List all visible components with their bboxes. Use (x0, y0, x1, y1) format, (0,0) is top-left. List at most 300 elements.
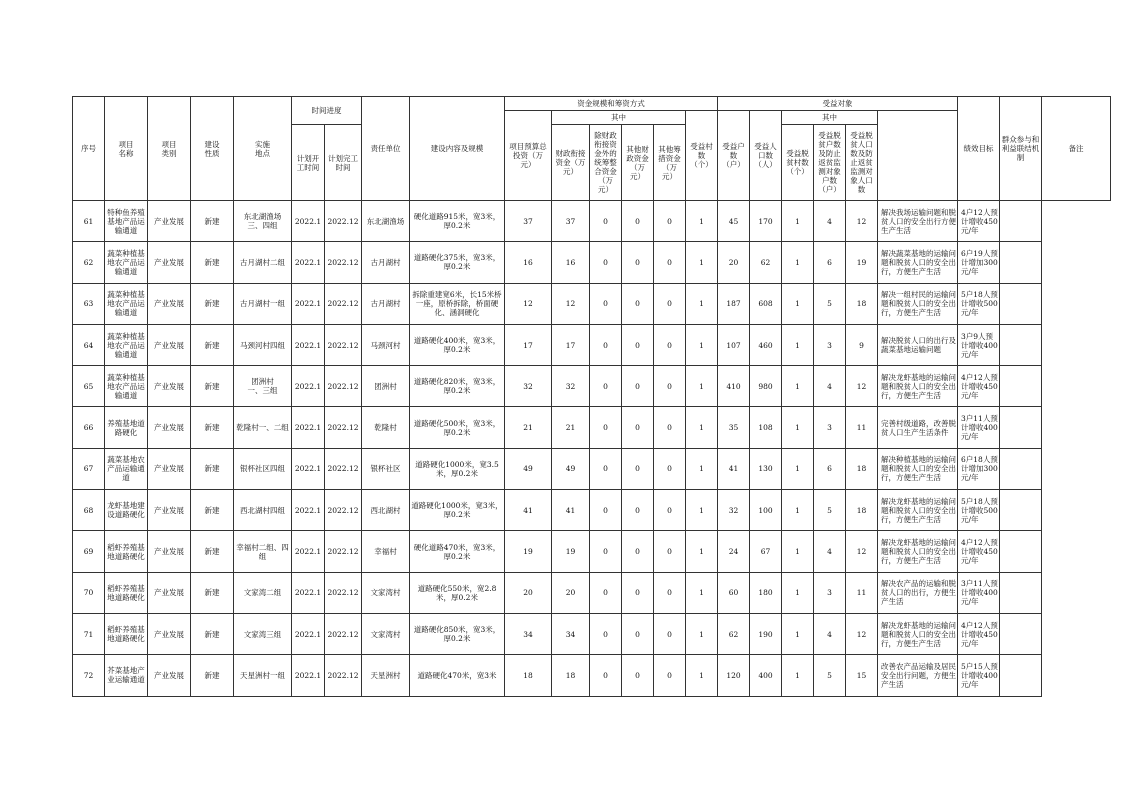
cell-poor-population (846, 655, 878, 696)
cell-text: 62 (760, 257, 771, 267)
cell-unit (362, 242, 410, 283)
cell-text: 解决蔬菜基地的运输问题和脱贫人口的安全出行，方便生产生活 (881, 248, 956, 276)
header-villages: 受益村 数 （个） (686, 111, 718, 201)
cell-text: 解决我场运输问题和脱贫人口的安全出行方便生产生活 (881, 207, 956, 235)
table-row (73, 366, 1111, 407)
cell-other-raised (654, 531, 686, 572)
cell-text: 3户11人预计增收400元/年 (961, 579, 998, 607)
cell-text: 460 (758, 340, 773, 350)
cell-text: 新建 (204, 505, 220, 515)
cell-text: 18 (856, 464, 867, 474)
cell-text: 9 (859, 340, 864, 350)
cell-remark (1000, 324, 1042, 365)
cell-category (148, 572, 191, 613)
cell-text: 0 (603, 216, 608, 226)
cell-start (292, 613, 325, 654)
cell-location (234, 366, 292, 407)
cell-other-raised (654, 242, 686, 283)
cell-text: 天星洲村 (370, 670, 401, 680)
cell-text: 产业发展 (154, 299, 184, 309)
cell-text: 18 (856, 299, 867, 309)
cell-text: 东北湖渔场 (366, 216, 405, 226)
cell-text: 62 (728, 629, 739, 639)
cell-unit (362, 655, 410, 696)
table-header (73, 97, 1111, 201)
cell-text: 2022.1 (294, 629, 322, 639)
cell-text: 0 (603, 670, 608, 680)
cell-text: 130 (758, 464, 773, 474)
cell-nature (191, 283, 234, 324)
cell-text: 34 (565, 629, 576, 639)
cell-text: 0 (635, 629, 640, 639)
cell-text: 产业发展 (154, 629, 184, 639)
table-body (73, 201, 1111, 697)
cell-unit (362, 572, 410, 613)
cell-text: 1 (699, 505, 704, 515)
cell-seq (73, 366, 105, 407)
cell-location (234, 655, 292, 696)
cell-households (718, 655, 750, 696)
cell-households (718, 201, 750, 242)
cell-fin (552, 201, 590, 242)
cell-text: 新建 (204, 257, 220, 267)
cell-text: 67 (760, 547, 771, 557)
cell-other-raised (654, 324, 686, 365)
cell-other-fin (622, 242, 654, 283)
header-end: 计划完工 时间 (325, 125, 362, 201)
cell-unit (362, 366, 410, 407)
cell-poor-villages (782, 572, 814, 613)
cell-poor-population (846, 572, 878, 613)
cell-poor-population (846, 448, 878, 489)
cell-text: 产业发展 (154, 257, 184, 267)
cell-name (105, 613, 148, 654)
cell-poor-households (814, 572, 846, 613)
cell-text: 文家湾村 (370, 588, 401, 598)
cell-text: 3户9人预计增收400元/年 (961, 331, 998, 359)
cell-poor-population (846, 613, 878, 654)
cell-text: 68 (83, 505, 94, 515)
cell-text: 100 (758, 505, 773, 515)
cell-text: 2022.1 (294, 505, 322, 515)
cell-fin (552, 655, 590, 696)
cell-text: 20 (523, 588, 533, 598)
table-row (73, 490, 1111, 531)
cell-remark (1000, 283, 1042, 324)
cell-other-fin (622, 366, 654, 407)
cell-mechanism (958, 490, 1000, 531)
cell-total (505, 490, 552, 531)
cell-text: 187 (726, 299, 741, 309)
cell-end (325, 324, 362, 365)
cell-text: 0 (667, 340, 672, 350)
cell-text: 0 (635, 257, 640, 267)
cell-content (410, 613, 505, 654)
cell-other-raised (654, 655, 686, 696)
cell-text: 0 (635, 216, 640, 226)
cell-goal (878, 655, 958, 696)
cell-text: 0 (635, 547, 640, 557)
cell-text: 0 (603, 547, 608, 557)
cell-poor-population (846, 242, 878, 283)
cell-poor-villages (782, 531, 814, 572)
cell-end (325, 490, 362, 531)
cell-location (234, 324, 292, 365)
cell-text: 21 (523, 423, 533, 433)
cell-category (148, 448, 191, 489)
cell-seq (73, 490, 105, 531)
cell-text: 4户12人预计增收450元/年 (961, 620, 998, 648)
cell-text: 1 (699, 340, 704, 350)
cell-fin (552, 613, 590, 654)
cell-fin (552, 490, 590, 531)
cell-text: 道路硬化1000米，宽3.5米，厚0.2米 (415, 459, 499, 478)
cell-unit (362, 448, 410, 489)
cell-text: 34 (523, 629, 533, 639)
cell-location (234, 448, 292, 489)
cell-text: 银杯社区四组 (240, 464, 285, 474)
cell-text: 4 (827, 216, 832, 226)
cell-text: 41 (523, 505, 533, 515)
cell-text: 芥菜基地产业运输通道 (107, 666, 145, 685)
cell-end (325, 366, 362, 407)
cell-poor-population (846, 366, 878, 407)
cell-text: 0 (667, 381, 672, 391)
header-mechanism: 群众参与和 利益联结机 制 (1000, 97, 1042, 201)
cell-population (750, 407, 782, 448)
cell-other-raised (654, 613, 686, 654)
cell-nature (191, 490, 234, 531)
table-row (73, 448, 1111, 489)
cell-text: 4户12人预计增收450元/年 (961, 207, 998, 235)
cell-text: 1 (795, 381, 800, 391)
cell-other-int (590, 572, 622, 613)
cell-text: 道路硬化850米，宽3米，厚0.2米 (413, 625, 501, 644)
cell-category (148, 531, 191, 572)
cell-text: 马颈河村 (370, 340, 401, 350)
cell-location (234, 490, 292, 531)
cell-name (105, 201, 148, 242)
cell-text: 1 (699, 423, 704, 433)
project-table (72, 96, 1111, 697)
cell-text: 0 (603, 423, 608, 433)
cell-end (325, 572, 362, 613)
cell-text: 2022.12 (327, 216, 359, 226)
header-remark: 备注 (1042, 97, 1111, 201)
cell-total (505, 448, 552, 489)
cell-text: 0 (635, 423, 640, 433)
cell-start (292, 366, 325, 407)
cell-text: 0 (635, 464, 640, 474)
cell-poor-households (814, 242, 846, 283)
cell-location (234, 283, 292, 324)
cell-goal (878, 613, 958, 654)
cell-text: 107 (726, 340, 741, 350)
table-row (73, 531, 1111, 572)
cell-text: 解决龙虾基地的运输问题和脱贫人口的安全出行，方便生产生活 (881, 538, 956, 566)
cell-poor-population (846, 283, 878, 324)
cell-other-raised (654, 490, 686, 531)
cell-text: 蔬菜基地农产品运输通道 (107, 455, 145, 483)
cell-text: 72 (83, 670, 94, 680)
cell-other-int (590, 490, 622, 531)
cell-text: 1 (795, 505, 800, 515)
cell-text: 1 (699, 464, 704, 474)
cell-text: 硬化道路915米，宽3米，厚0.2米 (413, 212, 501, 231)
cell-text: 解决种植基地的运输问题和脱贫人口的安全出行，方便生产生活 (881, 455, 956, 483)
cell-text: 2022.12 (327, 670, 359, 680)
cell-category (148, 201, 191, 242)
cell-villages (686, 366, 718, 407)
cell-text: 0 (667, 464, 672, 474)
cell-text: 19 (565, 547, 576, 557)
cell-goal (878, 448, 958, 489)
cell-text: 道路硬化820米，宽3米，厚0.2米 (413, 377, 501, 396)
cell-text: 19 (856, 257, 867, 267)
cell-location (234, 531, 292, 572)
cell-poor-villages (782, 448, 814, 489)
cell-start (292, 531, 325, 572)
cell-poor-villages (782, 324, 814, 365)
cell-text: 6户18人预计增加300元/年 (961, 455, 998, 483)
cell-villages (686, 572, 718, 613)
cell-text: 产业发展 (154, 670, 184, 680)
cell-text: 1 (699, 257, 704, 267)
cell-villages (686, 531, 718, 572)
cell-remark (1000, 572, 1042, 613)
cell-total (505, 324, 552, 365)
cell-nature (191, 407, 234, 448)
cell-end (325, 531, 362, 572)
cell-other-fin (622, 407, 654, 448)
cell-remark (1000, 242, 1042, 283)
cell-text: 0 (635, 588, 640, 598)
header-content: 建设内容及规模 (410, 97, 505, 201)
cell-text: 12 (565, 299, 576, 309)
cell-text: 0 (603, 299, 608, 309)
cell-text: 新建 (204, 547, 220, 557)
cell-text: 新建 (204, 588, 220, 598)
cell-text: 62 (83, 257, 94, 267)
cell-name (105, 572, 148, 613)
header-of-which-2: 其中 (782, 111, 878, 125)
cell-population (750, 324, 782, 365)
cell-seq (73, 572, 105, 613)
cell-text: 2022.12 (327, 547, 359, 557)
cell-other-raised (654, 448, 686, 489)
cell-text: 45 (728, 216, 739, 226)
cell-text: 0 (667, 257, 672, 267)
cell-seq (73, 242, 105, 283)
cell-poor-population (846, 324, 878, 365)
cell-text: 12 (856, 629, 867, 639)
cell-text: 0 (603, 257, 608, 267)
cell-text: 400 (758, 670, 773, 680)
cell-fin (552, 531, 590, 572)
cell-start (292, 655, 325, 696)
header-households: 受益户 数 （户） (718, 111, 750, 201)
cell-other-fin (622, 531, 654, 572)
cell-text: 龙虾基地建设道路硬化 (107, 501, 145, 520)
cell-villages (686, 201, 718, 242)
cell-poor-villages (782, 613, 814, 654)
cell-seq (73, 613, 105, 654)
cell-fin (552, 242, 590, 283)
cell-text: 硬化道路470米，宽3米，厚0.2米 (413, 542, 501, 561)
cell-text: 0 (603, 505, 608, 515)
cell-text: 12 (856, 381, 867, 391)
cell-households (718, 531, 750, 572)
cell-text: 32 (728, 505, 739, 515)
cell-other-fin (622, 613, 654, 654)
cell-text: 产业发展 (154, 547, 184, 557)
cell-text: 2022.1 (294, 464, 322, 474)
cell-other-fin (622, 283, 654, 324)
cell-text: 12 (523, 299, 533, 309)
cell-remark (1000, 448, 1042, 489)
cell-text: 5户18人预计增收500元/年 (961, 496, 998, 524)
header-other-raised: 其他筹 措资金 （万 元） (654, 125, 686, 201)
cell-other-int (590, 613, 622, 654)
cell-mechanism (958, 531, 1000, 572)
cell-text: 15 (856, 670, 867, 680)
cell-unit (362, 283, 410, 324)
cell-end (325, 283, 362, 324)
cell-end (325, 613, 362, 654)
cell-text: 4户12人预计增收450元/年 (961, 538, 998, 566)
cell-poor-households (814, 324, 846, 365)
cell-total (505, 407, 552, 448)
cell-poor-households (814, 448, 846, 489)
cell-poor-villages (782, 366, 814, 407)
cell-nature (191, 448, 234, 489)
cell-end (325, 407, 362, 448)
cell-villages (686, 448, 718, 489)
cell-name (105, 366, 148, 407)
header-fin-fund: 财政衔接 资金（万 元） (552, 125, 590, 201)
cell-mechanism (958, 448, 1000, 489)
cell-goal (878, 283, 958, 324)
cell-households (718, 448, 750, 489)
cell-text: 0 (603, 588, 608, 598)
cell-text: 6户19人预计增加300元/年 (961, 248, 998, 276)
cell-text: 古月湖村 (370, 257, 401, 267)
cell-text: 17 (565, 340, 576, 350)
cell-villages (686, 283, 718, 324)
cell-text: 1 (795, 547, 800, 557)
cell-nature (191, 531, 234, 572)
cell-category (148, 655, 191, 696)
cell-end (325, 448, 362, 489)
cell-remark (1000, 613, 1042, 654)
cell-population (750, 531, 782, 572)
table-row (73, 324, 1111, 365)
cell-name (105, 531, 148, 572)
cell-category (148, 242, 191, 283)
cell-text: 新建 (204, 299, 220, 309)
cell-text: 170 (758, 216, 773, 226)
cell-start (292, 242, 325, 283)
cell-text: 1 (699, 588, 704, 598)
cell-text: 3 (827, 340, 832, 350)
cell-other-fin (622, 324, 654, 365)
cell-content (410, 572, 505, 613)
cell-text: 5 (827, 505, 832, 515)
cell-text: 71 (83, 629, 94, 639)
cell-other-int (590, 448, 622, 489)
cell-text: 道路硬化1000米，宽3米，厚0.2米 (411, 501, 503, 520)
header-category: 项目 类别 (148, 97, 191, 201)
header-start: 计划开 工时间 (292, 125, 325, 201)
cell-category (148, 366, 191, 407)
cell-other-fin (622, 201, 654, 242)
cell-text: 解决一组村民的运输问题和脱贫人口的安全出行，方便生产生活 (881, 290, 956, 318)
cell-text: 4户12人预计增收450元/年 (961, 372, 998, 400)
header-funds: 资金规模和筹资方式 (505, 97, 718, 111)
cell-nature (191, 572, 234, 613)
cell-end (325, 201, 362, 242)
cell-text: 980 (758, 381, 773, 391)
cell-remark (1000, 490, 1042, 531)
cell-text: 西北湖村 (370, 505, 401, 515)
cell-text: 0 (603, 340, 608, 350)
cell-text: 32 (565, 381, 576, 391)
cell-text: 4 (827, 629, 832, 639)
cell-content (410, 531, 505, 572)
cell-unit (362, 201, 410, 242)
cell-remark (1000, 531, 1042, 572)
cell-text: 0 (635, 299, 640, 309)
cell-text: 2022.1 (294, 299, 322, 309)
cell-text: 1 (699, 629, 704, 639)
cell-text: 团洲村 (374, 381, 397, 391)
cell-nature (191, 201, 234, 242)
cell-text: 41 (728, 464, 739, 474)
cell-population (750, 613, 782, 654)
cell-total (505, 242, 552, 283)
cell-poor-households (814, 201, 846, 242)
cell-text: 古月湖村 (370, 299, 401, 309)
cell-text: 解决龙虾基地的运输问题和脱贫人口的安全出行，方便生产生活 (881, 620, 956, 648)
cell-text: 180 (758, 588, 773, 598)
cell-total (505, 613, 552, 654)
cell-text: 1 (699, 299, 704, 309)
cell-text: 20 (565, 588, 576, 598)
cell-households (718, 490, 750, 531)
cell-remark (1000, 201, 1042, 242)
cell-text: 新建 (204, 381, 220, 391)
cell-text: 2022.12 (327, 257, 359, 267)
cell-content (410, 407, 505, 448)
cell-text: 蔬菜种植基地农产品运输通道 (107, 248, 145, 276)
cell-text: 2022.12 (327, 299, 359, 309)
header-total: 项目预算总 投资（万 元） (505, 111, 552, 201)
header-population: 受益人 口数 （人） (750, 111, 782, 201)
cell-text: 32 (523, 381, 533, 391)
cell-text: 49 (565, 464, 576, 474)
cell-end (325, 655, 362, 696)
cell-text: 1 (699, 381, 704, 391)
cell-villages (686, 490, 718, 531)
header-other-integrated: 除财政 衔接资 金外的 统筹整 合资金 （万 元） (590, 125, 622, 201)
header-schedule: 时间进度 (292, 97, 362, 125)
cell-nature (191, 242, 234, 283)
cell-nature (191, 324, 234, 365)
cell-text: 37 (565, 216, 576, 226)
cell-text: 0 (603, 381, 608, 391)
cell-name (105, 283, 148, 324)
cell-text: 2022.12 (327, 340, 359, 350)
